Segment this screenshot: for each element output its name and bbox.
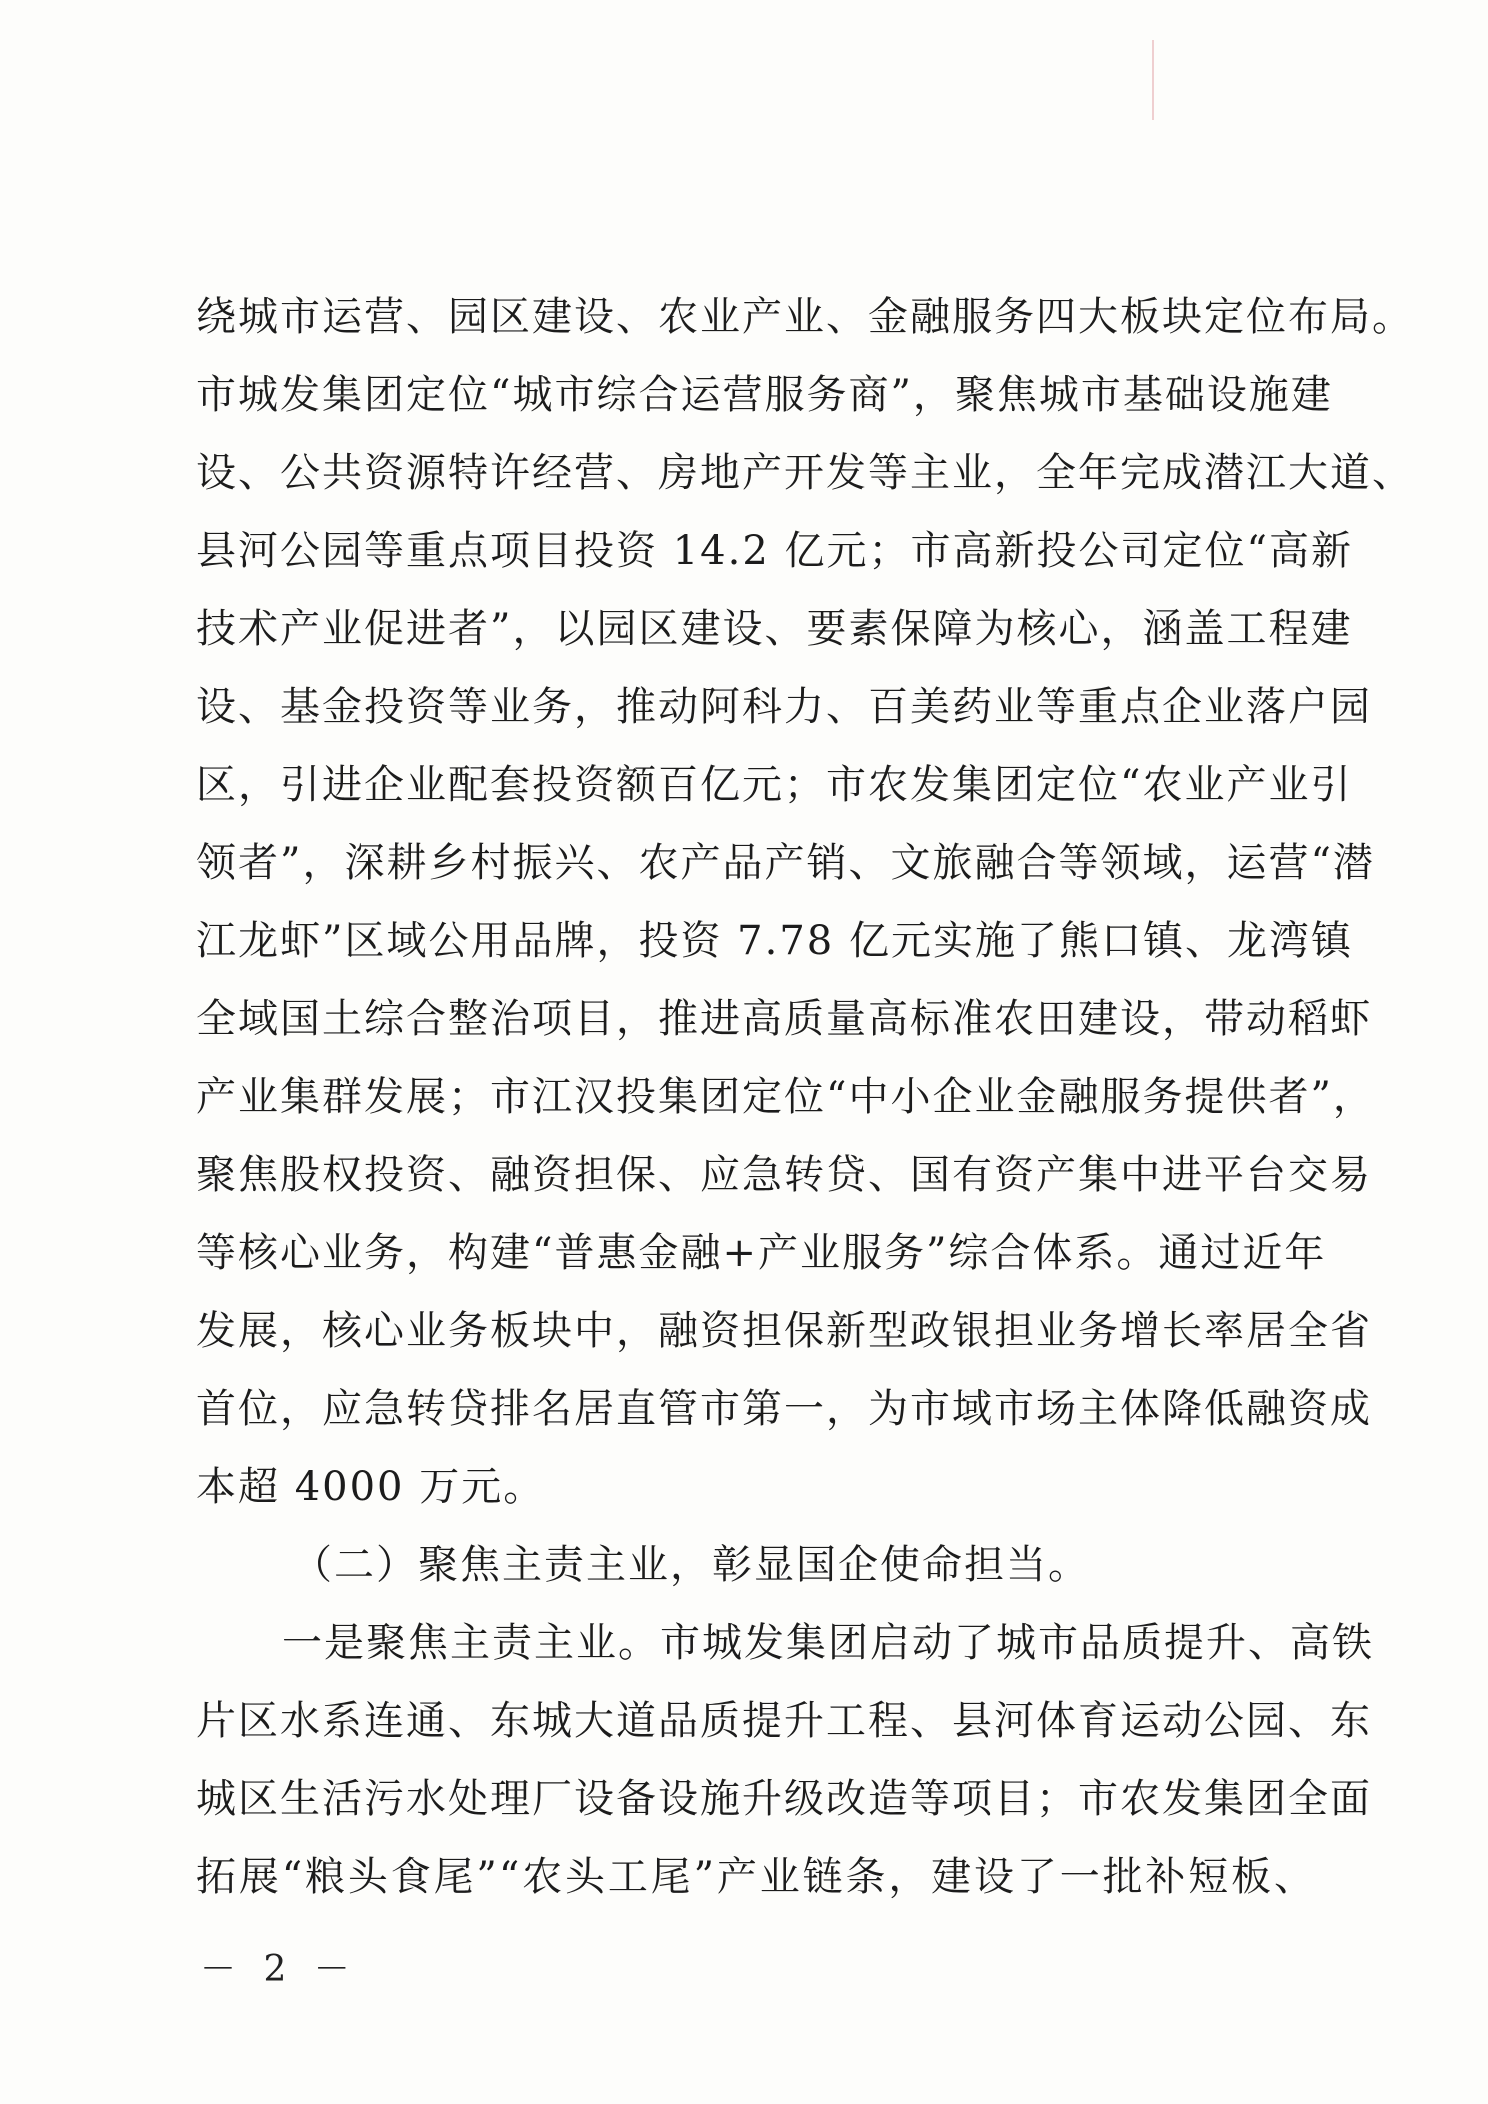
text-line: 技术产业促进者”，以园区建设、要素保障为核心，涵盖工程建 bbox=[196, 606, 1353, 652]
text-line: 拓展“粮头食尾”“农头工尾”产业链条，建设了一批补短板、 bbox=[196, 1854, 1316, 1900]
page-number: － 2 － bbox=[200, 1949, 358, 1990]
text-line: 产业集群发展；市江汉投集团定位“中小企业金融服务提供者”， bbox=[196, 1074, 1375, 1120]
text-line: 市城发集团定位“城市综合运营服务商”，聚焦城市基础设施建 bbox=[196, 372, 1333, 418]
text-line: 县河公园等重点项目投资 14.2 亿元；市高新投公司定位“高新 bbox=[196, 528, 1353, 574]
text-line: 发展，核心业务板块中，融资担保新型政银担业务增长率居全省 bbox=[196, 1308, 1372, 1354]
text-line: 区，引进企业配套投资额百亿元；市农发集团定位“农业产业引 bbox=[196, 762, 1353, 808]
section-heading: （二）聚焦主责主业，彰显国企使命担当。 bbox=[292, 1542, 1090, 1588]
text-line: 聚焦股权投资、融资担保、应急转贷、国有资产集中进平台交易 bbox=[196, 1152, 1372, 1198]
red-mark bbox=[1152, 40, 1154, 120]
text-line: 全域国土综合整治项目，推进高质量高标准农田建设，带动稻虾 bbox=[196, 996, 1372, 1042]
text-line: 片区水系连通、东城大道品质提升工程、县河体育运动公园、东 bbox=[196, 1698, 1372, 1744]
text-line: 江龙虾”区域公用品牌，投资 7.78 亿元实施了熊口镇、龙湾镇 bbox=[196, 918, 1353, 964]
text-line: 本超 4000 万元。 bbox=[196, 1464, 546, 1510]
text-line: 设、公共资源特许经营、房地产开发等主业，全年完成潜江大道、 bbox=[196, 450, 1414, 496]
text-line: 等核心业务，构建“普惠金融+产业服务”综合体系。通过近年 bbox=[196, 1230, 1327, 1276]
document-body bbox=[196, 278, 1414, 1916]
text-line: 设、基金投资等业务，推动阿科力、百美药业等重点企业落户园 bbox=[196, 684, 1372, 730]
text-line: 绕城市运营、园区建设、农业产业、金融服务四大板块定位布局。 bbox=[196, 294, 1414, 340]
text-line: 首位，应急转贷排名居直管市第一，为市域市场主体降低融资成 bbox=[196, 1386, 1372, 1432]
text-line: 一是聚焦主责主业。市城发集团启动了城市品质提升、高铁 bbox=[282, 1620, 1374, 1666]
text-line: 城区生活污水处理厂设备设施升级改造等项目；市农发集团全面 bbox=[196, 1776, 1372, 1822]
text-line: 领者”，深耕乡村振兴、农产品产销、文旅融合等领域，运营“潜 bbox=[196, 840, 1375, 886]
